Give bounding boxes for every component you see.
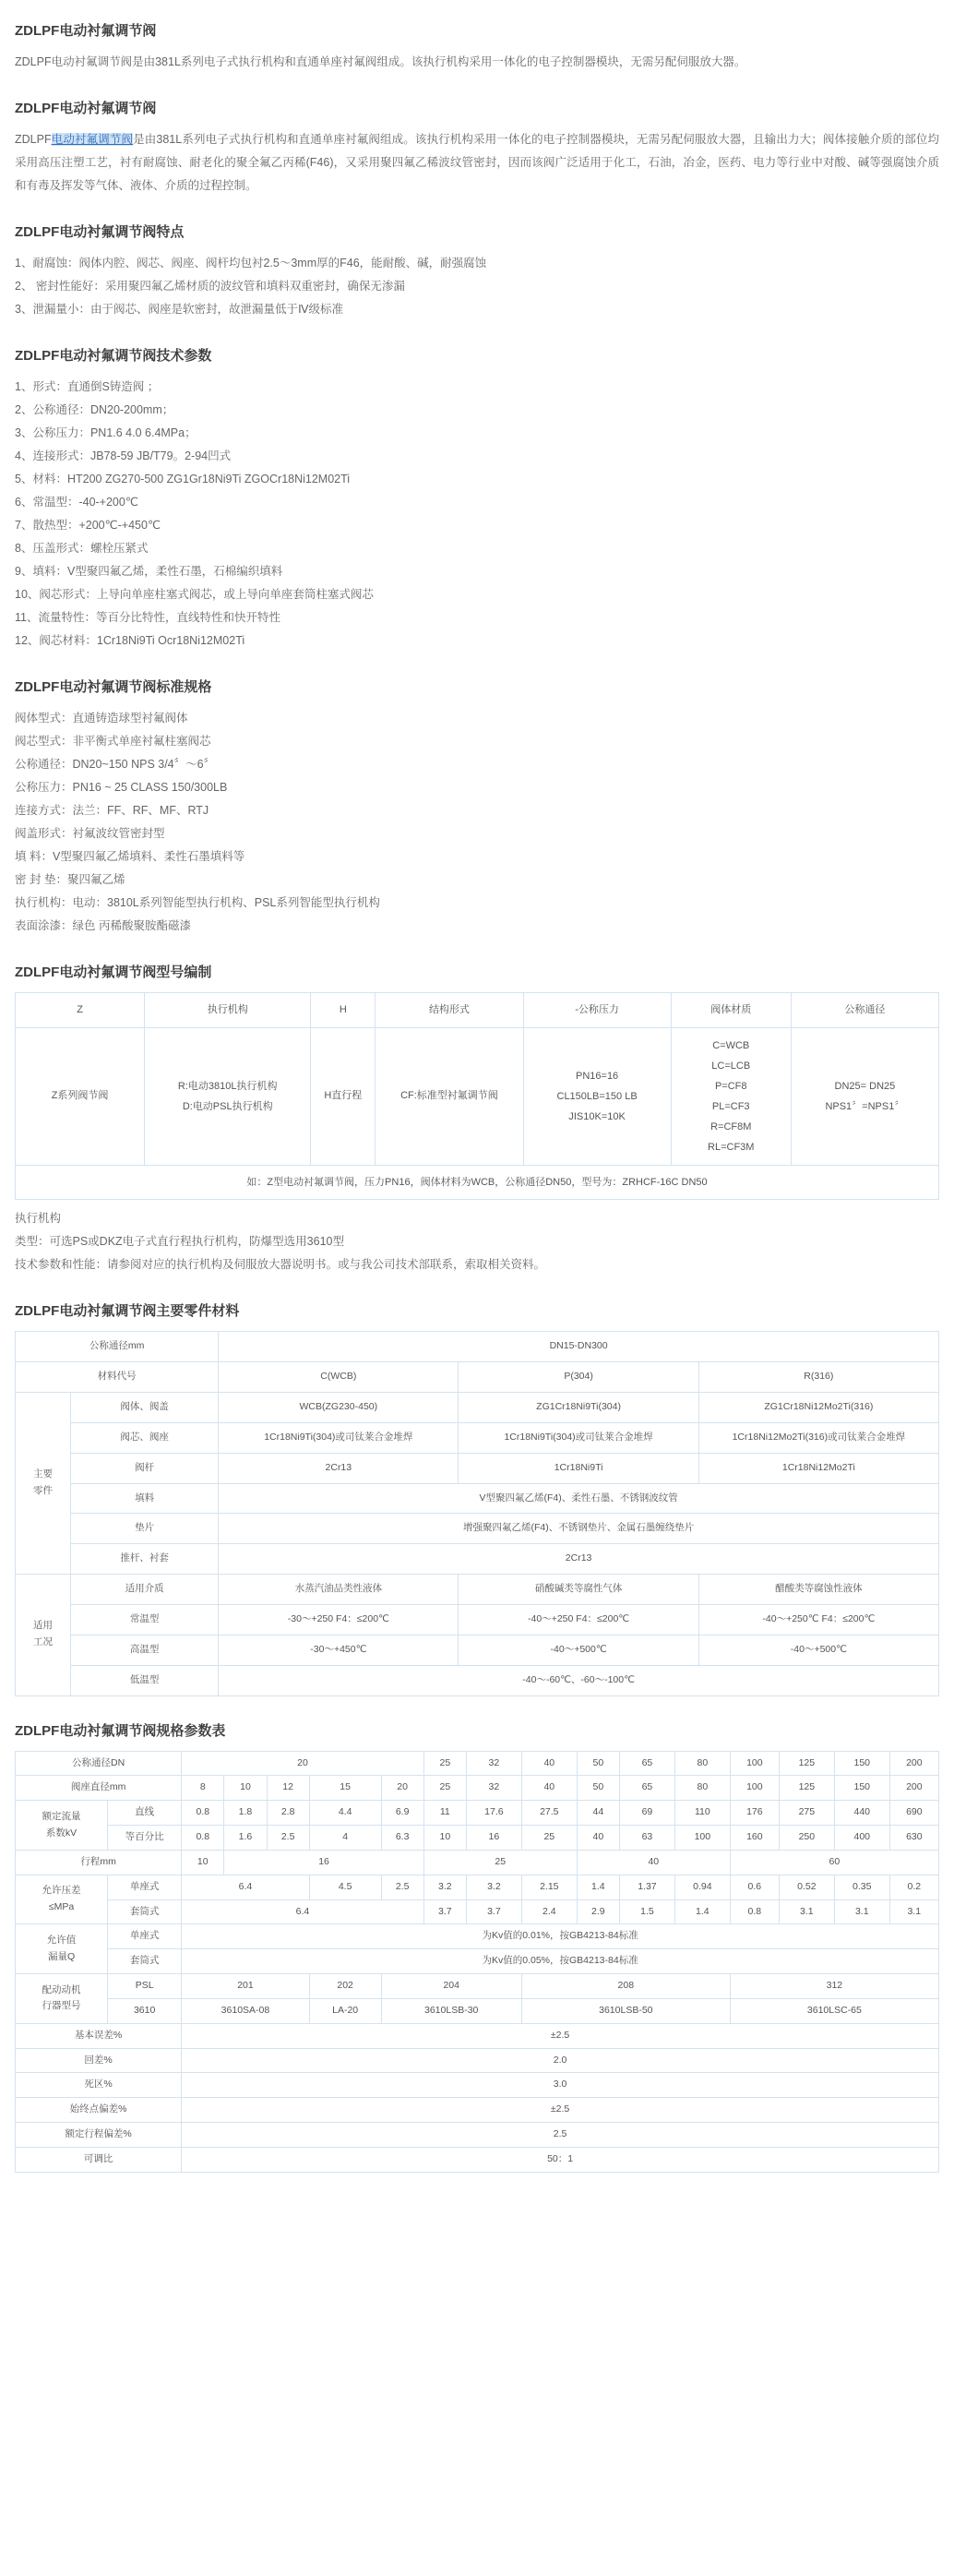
table-row xyxy=(16,2023,939,2048)
power-label-line1: 配动动机 xyxy=(42,1983,81,1995)
part-value: 1Cr18Ni9Ti(304)或司钛莱合金堆焊 xyxy=(459,1422,698,1453)
group-cond-line1: 适用 xyxy=(33,1620,54,1632)
cond-value: -30～+450℃ xyxy=(219,1635,459,1665)
table-row xyxy=(16,1826,939,1851)
col-header-bore: 公称通径 xyxy=(791,993,938,1028)
psl-label: PSL xyxy=(108,1974,182,1999)
part-value: 2Cr13 xyxy=(219,1453,459,1483)
list-item: 阀芯型式：非平衡式单座衬氟柱塞阀芯 xyxy=(15,735,211,748)
cond-value: -40～+500℃ xyxy=(698,1635,938,1665)
kv-linear-value: 176 xyxy=(730,1801,779,1826)
table-row xyxy=(16,1949,939,1974)
table-row xyxy=(16,1362,939,1393)
group-main-line2: 零件 xyxy=(33,1485,54,1497)
list-item: 8、压盖形式：螺栓压紧式 xyxy=(15,542,149,555)
list-item: 表面涂漆：绿色 丙稀酸聚胺酯磁漆 xyxy=(15,919,191,932)
psl-value: 201 xyxy=(182,1974,310,1999)
list-item: 4、连接形式：JB78-59 JB/T79。2-94凹式 xyxy=(15,449,232,462)
kv-linear-value: 11 xyxy=(423,1801,466,1826)
kv-equal-value: 6.3 xyxy=(381,1826,423,1851)
cell-pressure-value xyxy=(523,1027,671,1165)
actuator-option: D:电动PSL执行机构 xyxy=(182,1100,273,1112)
seat-value: 150 xyxy=(834,1776,889,1801)
part-value: 1Cr18Ni9Ti xyxy=(459,1453,698,1483)
cell-material-value xyxy=(671,1027,791,1165)
part-label: 阀芯、阀座 xyxy=(71,1422,219,1453)
dn-group: 40 xyxy=(521,1751,577,1776)
seat-value: 50 xyxy=(577,1776,619,1801)
list-item: 3、泄漏量小：由于阀芯、阀座是软密封，故泄漏量低于Ⅳ级标准 xyxy=(15,303,343,316)
product-inline-link[interactable]: 电动衬氟调节阀 xyxy=(51,133,134,146)
dn-group: 20 xyxy=(182,1751,424,1776)
part-label: 垫片 xyxy=(71,1514,219,1544)
spec-parameters-table xyxy=(15,1751,939,2173)
leak-single-value: 为Kv值的0.01%，按GB4213-84标准 xyxy=(182,1924,939,1949)
table-row xyxy=(16,1514,939,1544)
part-value: 增强聚四氟乙烯(F4)、不锈钢垫片、金属石墨缠绕垫片 xyxy=(219,1514,939,1544)
kv-linear-value: 44 xyxy=(577,1801,619,1826)
spec-leak-label xyxy=(16,1924,108,1974)
table-row xyxy=(16,1899,939,1924)
dp-sleeve-value: 3.1 xyxy=(834,1899,889,1924)
part-value: ZG1Cr18Ni9Ti(304) xyxy=(459,1393,698,1423)
dp-single-value: 0.6 xyxy=(730,1875,779,1899)
table-row xyxy=(16,1393,939,1423)
tail-value: ±2.5 xyxy=(182,2023,939,2048)
kv-label-line2: 系数kV xyxy=(45,1827,78,1839)
dp-sleeve-value: 2.4 xyxy=(521,1899,577,1924)
dn-value: DN15-DN300 xyxy=(219,1332,939,1362)
dn-label: 公称通径mm xyxy=(16,1332,219,1362)
material-option: RL=CF3M xyxy=(708,1141,755,1153)
kv-equal-value: 40 xyxy=(577,1826,619,1851)
leak-label-line1: 允许值 xyxy=(46,1934,77,1946)
material-option: R=CF8M xyxy=(710,1120,752,1132)
dp-single-value: 1.37 xyxy=(619,1875,674,1899)
kv-linear-value: 69 xyxy=(619,1801,674,1826)
dp-single-value: 2.5 xyxy=(381,1875,423,1899)
seat-value: 15 xyxy=(309,1776,381,1801)
spec-dp-label xyxy=(16,1875,108,1924)
material-option: PL=CF3 xyxy=(711,1100,750,1112)
cond-value: 醋酸类等腐蚀性液体 xyxy=(698,1575,938,1605)
dp-sleeve-value: 3.7 xyxy=(423,1899,466,1924)
table-row-example xyxy=(16,1165,939,1200)
list-item: 3、公称压力：PN1.6 4.0 6.4MPa； xyxy=(15,426,197,439)
seat-value: 8 xyxy=(182,1776,224,1801)
table-row xyxy=(16,1422,939,1453)
cond-label: 高温型 xyxy=(71,1635,219,1665)
table-row xyxy=(16,2098,939,2123)
dp-single-value: 0.94 xyxy=(674,1875,730,1899)
model-label: 3610 xyxy=(108,1998,182,2023)
cell-bore-value xyxy=(791,1027,938,1165)
cond-value: -40～-60℃、-60～-100℃ xyxy=(219,1665,939,1695)
stroke-group: 40 xyxy=(577,1850,730,1875)
model-code-example: 如：Z型电动衬氟调节阀，压力PN16，阀体材料为WCB，公称通径DN50，型号为：ZRHCF-16C DN50 xyxy=(16,1165,939,1200)
table-row xyxy=(16,1332,939,1362)
model-code-table xyxy=(15,992,939,1200)
cell-z-value: Z系列阀节阀 xyxy=(16,1027,145,1165)
tail-label: 回差% xyxy=(16,2048,182,2073)
table-row xyxy=(16,1998,939,2023)
dp-single-value: 1.4 xyxy=(577,1875,619,1899)
psl-value: 202 xyxy=(309,1974,381,1999)
cond-value: -40～+250℃ F4：≤200℃ xyxy=(698,1604,938,1635)
seat-value: 20 xyxy=(381,1776,423,1801)
dn-group: 125 xyxy=(779,1751,834,1776)
cond-value: -40～+250 F4：≤200℃ xyxy=(459,1604,698,1635)
tech-params-list xyxy=(15,376,939,653)
material-option: LC=LCB xyxy=(711,1060,751,1072)
material-code-c: C(WCB) xyxy=(219,1362,459,1393)
dn-group: 100 xyxy=(730,1751,779,1776)
dp-single-value: 6.4 xyxy=(182,1875,310,1899)
kv-equal-value: 25 xyxy=(521,1826,577,1851)
dp-label-line2: ≤MPa xyxy=(48,1901,75,1913)
leak-sleeve-label: 套筒式 xyxy=(108,1949,182,1974)
kv-linear-value: 440 xyxy=(834,1801,889,1826)
seat-value: 12 xyxy=(267,1776,309,1801)
table-row xyxy=(16,2048,939,2073)
power-label-line2: 行器型号 xyxy=(42,2000,81,2012)
table-row xyxy=(16,1027,939,1165)
stroke-group: 60 xyxy=(730,1850,938,1875)
group-cond-line2: 工况 xyxy=(33,1636,54,1648)
materials-table xyxy=(15,1331,939,1695)
cond-value: 水蒸汽油品类性液体 xyxy=(219,1575,459,1605)
part-value: 1Cr18Ni12Mo2Ti xyxy=(698,1453,938,1483)
table-row xyxy=(16,1665,939,1695)
dn-group: 65 xyxy=(619,1751,674,1776)
seat-value: 65 xyxy=(619,1776,674,1801)
kv-equal-label: 等百分比 xyxy=(108,1826,182,1851)
dp-sleeve-value: 1.4 xyxy=(674,1899,730,1924)
part-value: 1Cr18Ni12Mo2Ti(316)或司钛莱合金堆焊 xyxy=(698,1422,938,1453)
material-option: C=WCB xyxy=(712,1039,750,1051)
tech-params-title: ZDLPF电动衬氟调节阀技术参数 xyxy=(15,348,212,364)
table-row xyxy=(16,2123,939,2148)
standard-spec-title: ZDLPF电动衬氟调节阀标准规格 xyxy=(15,679,212,695)
model-value: 3610LSC-65 xyxy=(730,1998,938,2023)
part-value: ZG1Cr18Ni12Mo2Ti(316) xyxy=(698,1393,938,1423)
group-main-parts xyxy=(16,1393,71,1575)
tail-value: 2.5 xyxy=(182,2123,939,2148)
seat-value: 200 xyxy=(889,1776,938,1801)
actuator-option: R:电动3810L执行机构 xyxy=(177,1080,278,1092)
tail-label: 额定行程偏差% xyxy=(16,2123,182,2148)
dp-single-label: 单座式 xyxy=(108,1875,182,1899)
part-value: 1Cr18Ni9Ti(304)或司钛莱合金堆焊 xyxy=(219,1422,459,1453)
pressure-option: CL150LB=150 LB xyxy=(556,1090,638,1102)
dn-group: 25 xyxy=(423,1751,466,1776)
tail-value: 2.0 xyxy=(182,2048,939,2073)
kv-linear-value: 110 xyxy=(674,1801,730,1826)
model-value: 3610LSB-50 xyxy=(521,1998,730,2023)
kv-linear-value: 17.6 xyxy=(466,1801,521,1826)
kv-linear-label: 直线 xyxy=(108,1801,182,1826)
cond-label: 适用介质 xyxy=(71,1575,219,1605)
psl-value: 312 xyxy=(730,1974,938,1999)
features-list xyxy=(15,252,939,321)
list-item: 7、散热型：+200℃-+450℃ xyxy=(15,519,161,532)
kv-equal-value: 4 xyxy=(309,1826,381,1851)
list-item: 6、常温型：-40-+200℃ xyxy=(15,496,138,509)
intro-paragraph: ZDLPF电动衬氟调节阀是由381L系列电子式执行机构和直通单座衬氟阀组成。该执行机构采用一体化的电子控制器模块，无需另配伺服放大器。 xyxy=(15,55,746,68)
list-item: 公称通径：DN20~150 NPS 3/4〞～6〞 xyxy=(15,758,216,771)
kv-equal-value: 160 xyxy=(730,1826,779,1851)
cell-structure-value: CF:标准型衬氟调节阀 xyxy=(376,1027,523,1165)
psl-value: 204 xyxy=(381,1974,521,1999)
dp-single-value: 3.2 xyxy=(423,1875,466,1899)
dp-sleeve-value: 0.8 xyxy=(730,1899,779,1924)
kv-linear-value: 0.8 xyxy=(182,1801,224,1826)
group-main-line1: 主要 xyxy=(33,1468,54,1480)
table-row xyxy=(16,1453,939,1483)
pressure-option: JIS10K=10K xyxy=(568,1110,626,1122)
col-header-z: Z xyxy=(16,993,145,1028)
list-item: 5、材料：HT200 ZG270-500 ZG1Gr18Ni9Ti ZGOCr18Ni12M02Ti xyxy=(15,473,351,485)
cell-actuator-value xyxy=(145,1027,311,1165)
tail-label: 基本误差% xyxy=(16,2023,182,2048)
list-item: 2、公称通径：DN20-200mm； xyxy=(15,403,174,416)
pressure-option: PN16=16 xyxy=(576,1070,619,1082)
cond-value: 硝酸碱类等腐性气体 xyxy=(459,1575,698,1605)
cond-label: 常温型 xyxy=(71,1604,219,1635)
list-item: 密 封 垫：聚四氟乙烯 xyxy=(15,873,125,886)
model-value: 3610SA-08 xyxy=(182,1998,310,2023)
kv-equal-value: 2.5 xyxy=(267,1826,309,1851)
table-row xyxy=(16,2148,939,2173)
spec-dn-label: 公称通径DN xyxy=(16,1751,182,1776)
stroke-group: 10 xyxy=(182,1850,224,1875)
tail-label: 始终点偏差% xyxy=(16,2098,182,2123)
spec-seat-label: 阀座直径mm xyxy=(16,1776,182,1801)
col-header-h: H xyxy=(311,993,376,1028)
table-row xyxy=(16,2073,939,2098)
tail-label: 可调比 xyxy=(16,2148,182,2173)
kv-equal-value: 10 xyxy=(423,1826,466,1851)
dp-single-value: 0.2 xyxy=(889,1875,938,1899)
cond-value: -40～+500℃ xyxy=(459,1635,698,1665)
part-value: 2Cr13 xyxy=(219,1544,939,1575)
overview-body: 是由381L系列电子式执行机构和直通单座衬氟阀组成。该执行机构采用一体化的电子控制器模块，无需另配伺服放大器，且输出力大；阀体接触介质的部位均采用高压注塑工艺，衬有耐腐蚀、耐老化的聚全氟乙丙稀(F46)，又采用聚四氟乙稀波纹管密封，因而该阀广泛适用于化工，石油，冶金，医药、电力等行业中对酸、碱等强腐蚀介质和有毒及挥发等气体、液体、介质的过程控制。 xyxy=(15,133,939,192)
group-conditions xyxy=(16,1575,71,1695)
dp-sleeve-value: 3.1 xyxy=(889,1899,938,1924)
dp-single-value: 2.15 xyxy=(521,1875,577,1899)
dp-single-value: 4.5 xyxy=(309,1875,381,1899)
material-option: P=CF8 xyxy=(714,1080,747,1092)
part-label: 阀体、阀盖 xyxy=(71,1393,219,1423)
table-row xyxy=(16,1850,939,1875)
model-value: 3610LSB-30 xyxy=(381,1998,521,2023)
table-header-row xyxy=(16,993,939,1028)
table-row xyxy=(16,1974,939,1999)
actuator-note-perf: 技术参数和性能：请参阅对应的执行机构及伺服放大器说明书。或与我公司技术部联系，索取相关资料。 xyxy=(15,1258,546,1272)
kv-linear-value: 1.8 xyxy=(224,1801,267,1826)
kv-equal-value: 400 xyxy=(834,1826,889,1851)
seat-value: 125 xyxy=(779,1776,834,1801)
actuator-note-type: 类型：可选PS或DKZ电子式直行程执行机构，防爆型选用3610型 xyxy=(15,1235,344,1249)
kv-equal-value: 100 xyxy=(674,1826,730,1851)
seat-value: 80 xyxy=(674,1776,730,1801)
list-item: 连接方式：法兰：FF、RF、MF、RTJ xyxy=(15,804,209,817)
standard-spec-list xyxy=(15,707,939,938)
kv-linear-value: 4.4 xyxy=(309,1801,381,1826)
table-row xyxy=(16,1751,939,1776)
bore-option: DN25= DN25 xyxy=(834,1080,896,1092)
material-code-r: R(316) xyxy=(698,1362,938,1393)
dp-single-value: 3.2 xyxy=(466,1875,521,1899)
dn-group: 200 xyxy=(889,1751,938,1776)
cond-value: -30～+250 F4：≤200℃ xyxy=(219,1604,459,1635)
part-label: 阀杆 xyxy=(71,1453,219,1483)
tail-value: 3.0 xyxy=(182,2073,939,2098)
kv-equal-value: 16 xyxy=(466,1826,521,1851)
dp-label-line1: 允许压差 xyxy=(42,1885,81,1897)
bore-option: NPS1〞=NPS1〞 xyxy=(825,1100,905,1112)
material-code-p: P(304) xyxy=(459,1362,698,1393)
overview-paragraph xyxy=(15,128,939,198)
seat-value: 10 xyxy=(224,1776,267,1801)
dp-single-value: 0.35 xyxy=(834,1875,889,1899)
kv-equal-value: 1.6 xyxy=(224,1826,267,1851)
spec-power-label xyxy=(16,1974,108,2024)
part-value: WCB(ZG230-450) xyxy=(219,1393,459,1423)
list-item: 11、流量特性：等百分比特性，直线特性和快开特性 xyxy=(15,611,280,624)
table-row xyxy=(16,1635,939,1665)
model-code-title: ZDLPF电动衬氟调节阀型号编制 xyxy=(15,965,212,980)
leak-single-label: 单座式 xyxy=(108,1924,182,1949)
list-item: 填 料：V型聚四氟乙烯填料、柔性石墨填料等 xyxy=(15,850,245,863)
kv-equal-value: 0.8 xyxy=(182,1826,224,1851)
seat-value: 100 xyxy=(730,1776,779,1801)
table-row xyxy=(16,1483,939,1514)
model-value: LA-20 xyxy=(309,1998,381,2023)
table-row xyxy=(16,1776,939,1801)
psl-value: 208 xyxy=(521,1974,730,1999)
leak-label-line2: 漏量Q xyxy=(47,1950,76,1962)
dp-sleeve-label: 套筒式 xyxy=(108,1899,182,1924)
stroke-group: 25 xyxy=(423,1850,577,1875)
dp-sleeve-value: 2.9 xyxy=(577,1899,619,1924)
features-title: ZDLPF电动衬氟调节阀特点 xyxy=(15,224,185,240)
kv-linear-value: 275 xyxy=(779,1801,834,1826)
dp-sleeve-value: 1.5 xyxy=(619,1899,674,1924)
part-label: 填料 xyxy=(71,1483,219,1514)
kv-equal-value: 630 xyxy=(889,1826,938,1851)
kv-linear-value: 27.5 xyxy=(521,1801,577,1826)
dn-group: 150 xyxy=(834,1751,889,1776)
table-row xyxy=(16,1604,939,1635)
tail-value: ±2.5 xyxy=(182,2098,939,2123)
dp-sleeve-value: 3.7 xyxy=(466,1899,521,1924)
kv-linear-value: 690 xyxy=(889,1801,938,1826)
list-item: 9、填料：V型聚四氟乙烯，柔性石墨，石棉编织填料 xyxy=(15,565,283,578)
col-header-actuator: 执行机构 xyxy=(145,993,311,1028)
seat-value: 25 xyxy=(423,1776,466,1801)
actuator-note-heading: 执行机构 xyxy=(15,1212,62,1226)
seat-value: 40 xyxy=(521,1776,577,1801)
spec-table-title: ZDLPF电动衬氟调节阀规格参数表 xyxy=(15,1722,226,1739)
list-item: 2、 密封性能好：采用聚四氟乙烯材质的波纹管和填料双重密封，确保无渗漏 xyxy=(15,280,405,293)
seat-value: 32 xyxy=(466,1776,521,1801)
overview-prefix: ZDLPF xyxy=(15,133,52,146)
overview-title: ZDLPF电动衬氟调节阀 xyxy=(15,101,157,116)
list-item: 阀体型式：直通铸造球型衬氟阀体 xyxy=(15,712,188,725)
list-item: 1、形式：直通倒S铸造阀 ； xyxy=(15,380,160,393)
list-item: 阀盖形式：衬氟波纹管密封型 xyxy=(15,827,165,840)
kv-equal-value: 63 xyxy=(619,1826,674,1851)
table-row xyxy=(16,1575,939,1605)
cond-label: 低温型 xyxy=(71,1665,219,1695)
table-row xyxy=(16,1544,939,1575)
dp-sleeve-value: 6.4 xyxy=(182,1899,424,1924)
list-item: 12、阀芯材料：1Cr18Ni9Ti Ocr18Ni12M02Ti xyxy=(15,634,245,647)
stroke-group: 16 xyxy=(224,1850,423,1875)
dp-single-value: 0.52 xyxy=(779,1875,834,1899)
list-item: 执行机构：电动：3810L系列智能型执行机构、PSL系列智能型执行机构 xyxy=(15,896,380,909)
dn-group: 80 xyxy=(674,1751,730,1776)
materials-title: ZDLPF电动衬氟调节阀主要零件材料 xyxy=(15,1303,240,1320)
spec-stroke-label: 行程mm xyxy=(16,1850,182,1875)
list-item: 1、耐腐蚀：阀体内腔、阀芯、阀座、阀杆均包衬2.5～3mm厚的F46，能耐酸、碱，耐强腐蚀 xyxy=(15,257,487,270)
kv-linear-value: 6.9 xyxy=(381,1801,423,1826)
list-item: 10、阀芯形式：上导向单座柱塞式阀芯，或上导向单座套筒柱塞式阀芯 xyxy=(15,588,374,601)
table-row xyxy=(16,1924,939,1949)
dn-group: 50 xyxy=(577,1751,619,1776)
tail-label: 死区% xyxy=(16,2073,182,2098)
dn-group: 32 xyxy=(466,1751,521,1776)
col-header-structure: 结构形式 xyxy=(376,993,523,1028)
leak-sleeve-value: 为Kv值的0.05%，按GB4213-84标准 xyxy=(182,1949,939,1974)
material-code-label: 材料代号 xyxy=(16,1362,219,1393)
spec-kv-label xyxy=(16,1801,108,1851)
tail-value: 50：1 xyxy=(182,2148,939,2173)
col-header-material: 阀体材质 xyxy=(671,993,791,1028)
cell-h-value: H直行程 xyxy=(311,1027,376,1165)
kv-linear-value: 2.8 xyxy=(267,1801,309,1826)
page-title: ZDLPF电动衬氟调节阀 xyxy=(15,23,157,39)
kv-label-line1: 额定流量 xyxy=(42,1810,81,1822)
col-header-pressure: -公称压力 xyxy=(523,993,671,1028)
dp-sleeve-value: 3.1 xyxy=(779,1899,834,1924)
table-row xyxy=(16,1875,939,1899)
list-item: 公称压力：PN16 ~ 25 CLASS 150/300LB xyxy=(15,781,228,794)
table-row xyxy=(16,1801,939,1826)
part-label: 推杆、衬套 xyxy=(71,1544,219,1575)
part-value: V型聚四氟乙烯(F4)、柔性石墨、不锈钢波纹管 xyxy=(219,1483,939,1514)
kv-equal-value: 250 xyxy=(779,1826,834,1851)
